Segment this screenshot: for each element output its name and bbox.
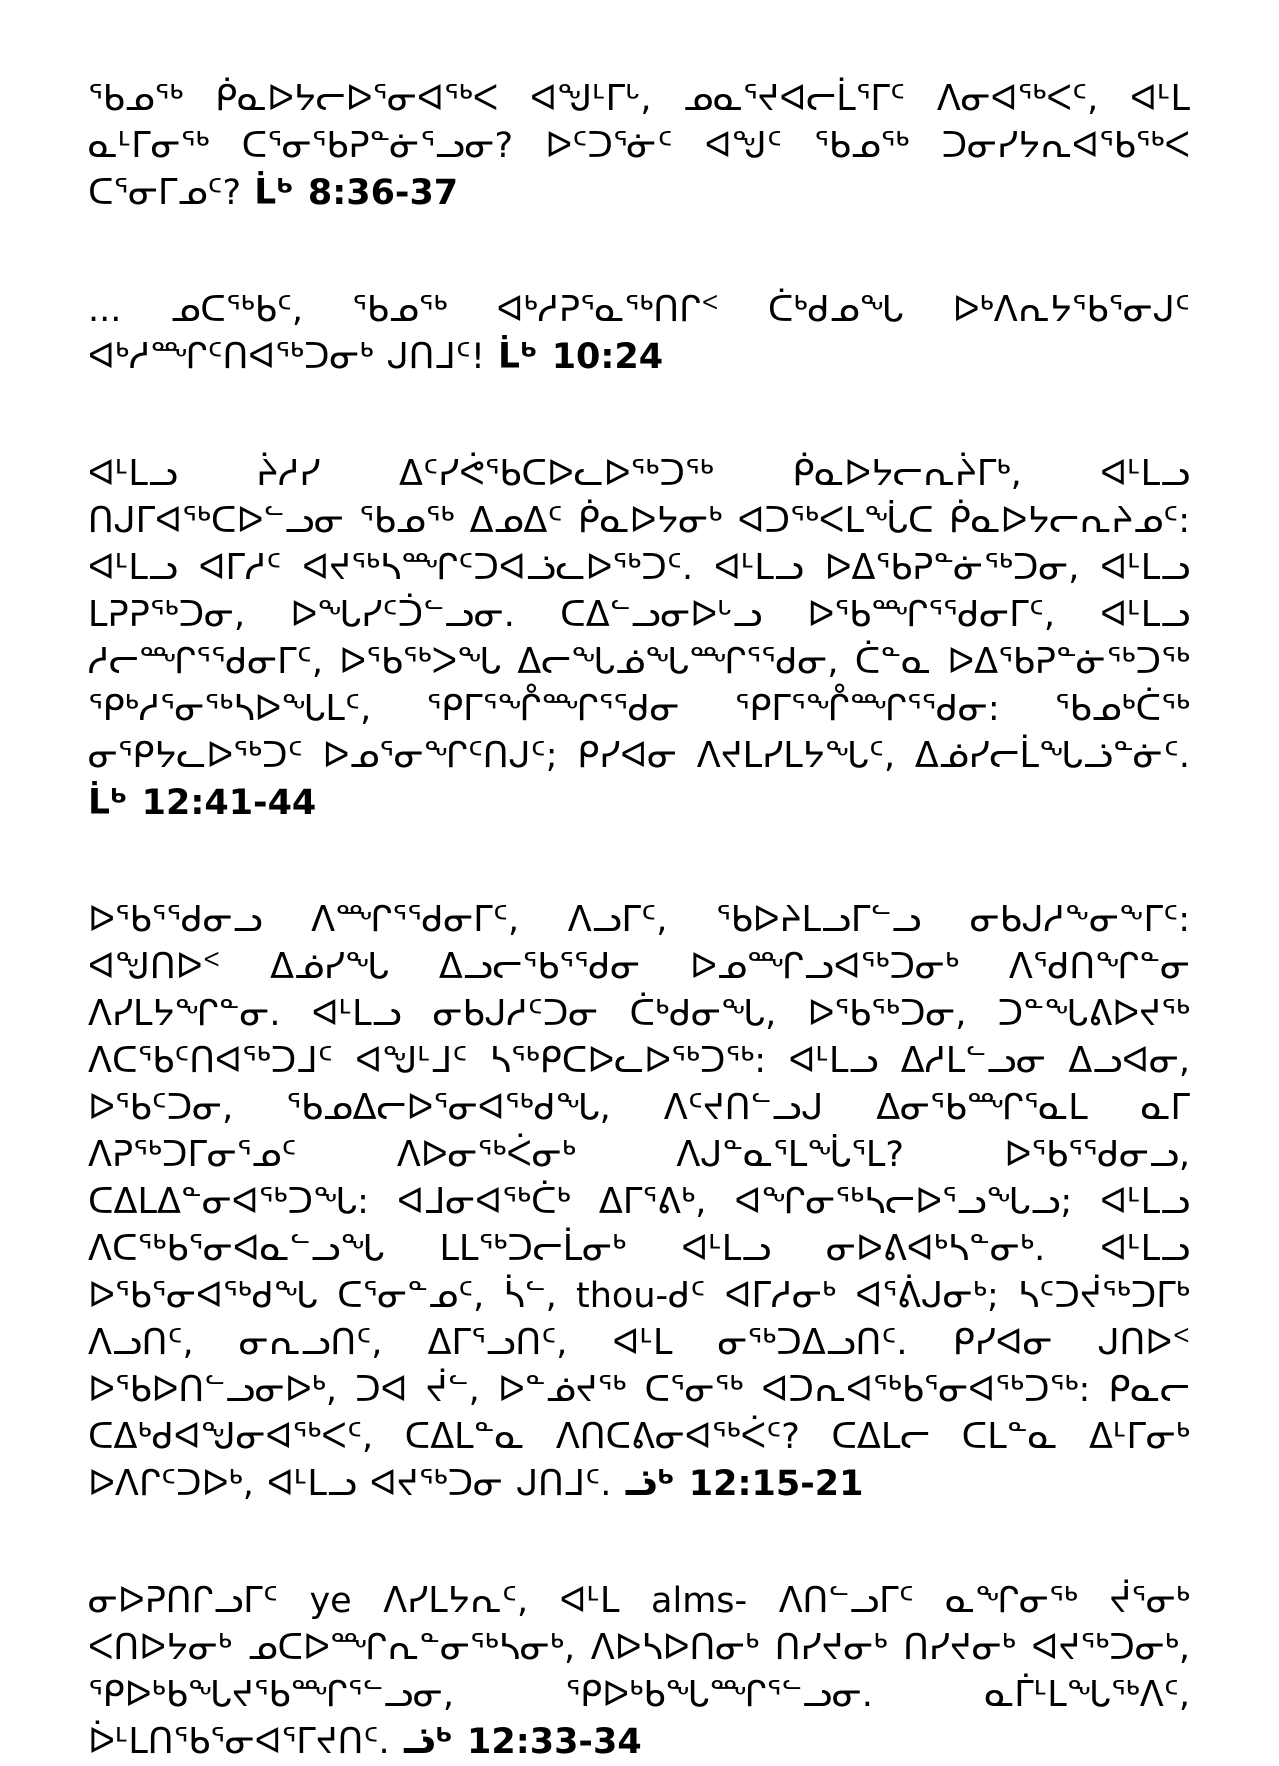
scripture-passage-1: [88, 76, 1190, 217]
passage-text: ᐅᖃᕐᖁᓂᓗ ᐱᙱᕐᖁᓂᒥᑦ, ᐱᓗᒥᑦ, ᖃᐅᔨᒪᓗᒥᓪᓗ ᓂᑲᒍᓱᖕᓂᖕᒥᑦ: ᐊᖑᑎᐅᑉ ᐃᓅᓯᖓ ᐃᓗᓕᖃᕐᖁᓂ ᐅᓄᙱᓗᐊᖅᑐᓂᒃ ᐱᖁᑎᖏᓐᓂ ᐱᓯᒪᔭᖏᓐᓂ. ᐊᒻᒪᓗ ᓂᑲᒍᓱᑦᑐᓂ ᑖᒃᑯᓂᖓ, ᐅᖃᖅᑐᓂ, ᑐᓐᖓᕕᐅᔪᖅ ᐱᑕᖃᑦᑎᐊᖅᑐᒧᑦ ᐊᖑᒻᒧᑦ ᓴᖅᑭᑕᐅᓚᐅᖅᑐᖅ: ᐊᒻᒪᓗ ᐃᓱᒪᓪᓗᓂ ᐃᓗᐊᓂ, ᐅᖃᑦᑐᓂ, ᖃᓄᐃᓕᐅᕐᓂᐊᖅᑯᖓ, ᐱᑦᔪᑎᓪᓗᒍ ᐃᓂᖃᙱᕐᓇᒪ ᓇᒥ ᐱᕈᖅᑐᒥᓂᕐᓄᑦ ᐱᐅᓂᖅᐹᓂᒃ ᐱᒍᓐᓇᕐᒪᖔᕐᒪ? ᐅᖃᕐᖁᓂᓗ, ᑕᐃᒪᐃᓐᓂᐊᖅᑐᖓ: ᐊᒧᓂᐊᖅᑖᒃ ᐃᒥᕐᕕᒃ, ᐊᖏᓂᖅᓴᓕᐅᕐᓗᖓᓗ; ᐊᒻᒪᓗ ᐱᑕᖅᑲᕐᓂᐊᓇᓪᓗᖓ ᒪᒪᖅᑐᓕᒫᓂᒃ ᐊᒻᒪᓗ ᓂᐅᕕᐊᒃᓴᓐᓂᒃ. ᐊᒻᒪᓗ ᐅᖃᕐᓂᐊᖅᑯᖓ ᑕᕐᓂᓐᓄᑦ, ᓵᓪ, thou-ᑯᑦ ᐊᒥᓱᓂᒃ ᐊᕐᕖᒍᓂᒃ; ᓴᑦᑐᔫᖅᑐᒥᒃ ᐱᓗᑎᑦ, ᓂᕆᓗᑎᑦ, ᐃᒥᕐᓗᑎᑦ, ᐊᒻᒪ ᓂᖅᑐᐃᓗᑎᑦ. ᑭᓯᐊᓂ ᒍᑎᐅᑉ ᐅᖃᐅᑎᓪᓗᓂᐅᒃ, ᑐᐊ ᔫᓪ, ᐅᓐᓅᔪᖅ ᑕᕐᓂᖅ ᐊᑐᕆᐊᖅᑲᕐᓂᐊᖅᑐᖅ: ᑭᓇᓕ ᑕᐃᒃᑯᐊᖑᓂᐊᖅᐸᑦ, ᑕᐃᒪᓐᓇ ᐱᑎᑕᕕᓂᐊᖅᐹᑦ? ᑕᐃᒪᓕ ᑕᒪᓐᓇ ᐃᒻᒥᓂᒃ ᐅᐱᒋᑦᑐᐅᒃ, ᐊᒻᒪᓗ ᐊᔪᖅᑐᓂ ᒍᑎᒧᑦ.: [88, 900, 1190, 1504]
passage-text: ᖃᓄᖅ ᑮᓇᐅᔭᓕᐅᕐᓂᐊᖅᐸ ᐊᖑᒻᒥᒡ, ᓄᓇᕐᔪᐊᓕᒫᕐᒥᑦ ᐱᓂᐊᖅᐸᑦ, ᐊᒻᒪ ᓇᒻᒥᓂᖅ ᑕᕐᓂᖃᕈᓐᓃᕐᓗᓂ? ᐅᑦᑐᕐᓃᑦ ᐊᖑᑦ ᖃᓄᖅ ᑐᓂᓯᔭᕆᐊᖃᖅᐸ ᑕᕐᓂᒥᓄᑦ?: [88, 79, 1190, 213]
scripture-passage-4: [88, 897, 1190, 1508]
scripture-reference: ᒫᒃ 10:24: [498, 337, 664, 377]
scripture-passage-2: [88, 287, 1190, 381]
passage-text: ... ᓄᑕᖅᑲᑦ, ᖃᓄᖅ ᐊᒃᓱᕈᕐᓇᖅᑎᒋᑉ ᑖᒃᑯᓄᖓ ᐅᒃᐱᕆᔭᖃᕐᓂᒍᑦ ᐊᒃᓱᙱᑦᑎᐊᖅᑐᓂᒃ ᒍᑎᒧᑦ!: [88, 290, 1190, 377]
scripture-passage-5: [88, 1578, 1190, 1766]
scripture-reference: ᓘᒃ 12:15-21: [624, 1464, 864, 1504]
document-page: [88, 76, 1190, 1766]
scripture-reference: ᒫᒃ 12:41-44: [88, 783, 317, 823]
scripture-reference: ᓘᒃ 12:33-34: [402, 1722, 642, 1762]
passage-text: ᐊᒻᒪᓗ ᔩᓱᓯ ᐃᑦᓯᕚᖃᑕᐅᓚᐅᖅᑐᖅ ᑮᓇᐅᔭᓕᕆᔩᒥᒃ, ᐊᒻᒪᓗ ᑎᒍᒥᐊᖅᑕᐅᓪᓗᓂ ᖃᓄᖅ ᐃᓄᐃᑦ ᑮᓇᐅᔭᓂᒃ ᐊᑐᖅᐸᒪᖔᑕ ᑮᓇᐅᔭᓕᕆᔨᓄᑦ: ᐊᒻᒪᓗ ᐊᒥᓱᑦ ᐊᔪᖅᓴᙱᑦᑐᐊᓘᓚᐅᖅᑐᑦ. ᐊᒻᒪᓗ ᐅᐃᖃᕈᓐᓃᖅᑐᓂ, ᐊᒻᒪᓗ ᒪᕈᕈᖅᑐᓂ, ᐅᖓᓯᑦᑑᓪᓗᓂ. ᑕᐃᓪᓗᓂᐅᒡᓗ ᐅᖃᙱᕐᖁᓂᒥᑦ, ᐊᒻᒪᓗ ᓱᓕᙱᕐᖁᓂᒥᑦ, ᐅᖃᖅᐳᖓ ᐃᓕᖓᓅᖓᙱᕐᖁᓂ, ᑖᓐᓇ ᐅᐃᖃᕈᓐᓃᖅᑐᖅ ᕿᒃᓱᕐᓂᖅᓴᐅᖓᒪᑦ, ᕿᒥᕐᖎᙱᕐᖁᓂ ᕿᒥᕐᖎᙱᕐᖁᓂ: ᖃᓄᒃᑖᖅ ᓂᕿᔭᓚᐅᖅᑐᑦ ᐅᓄᕐᓂᖏᑦᑎᒍᑦ; ᑭᓯᐊᓂ ᐱᔪᒪᓯᒪᔭᖓᑦ, ᐃᓅᓯᓕᒫᖓᓘᓐᓃᑦ.: [88, 454, 1190, 776]
scripture-reference: ᒫᒃ 8:36-37: [254, 173, 459, 213]
scripture-passage-3: [88, 451, 1190, 827]
passage-text: ᓂᐅᕈᑎᒋᓗᒥᑦ ye ᐱᓯᒪᔭᕆᑦ, ᐊᒻᒪ alms- ᐱᑎᓪᓗᒥᑦ ᓇᖏᓂᖅ ᔫᕐᓂᒃ ᐸᑎᐅᔭᓂᒃ ᓄᑕᐅᙱᕆᓐᓂᖅᓴᓂᒃ, ᐱᐅᓴᐅᑎᓂᒃ ᑎᓯᔪᓂᒃ ᑎᓯᔪᓂᒃ ᐊᔪᖅᑐᓂᒃ, ᕿᐅᒃᑲᖓᔪᖃᙱᕐᓪᓗᓂ, ᕿᐅᒃᑲᖓᙱᕐᓪᓗᓂ. ᓇᒦᒻᒪᖓᖅᐱᑦ, ᐆᒻᒪᑎᖃᕐᓂᐊᕐᒥᔪᑎᑦ.: [88, 1581, 1190, 1762]
